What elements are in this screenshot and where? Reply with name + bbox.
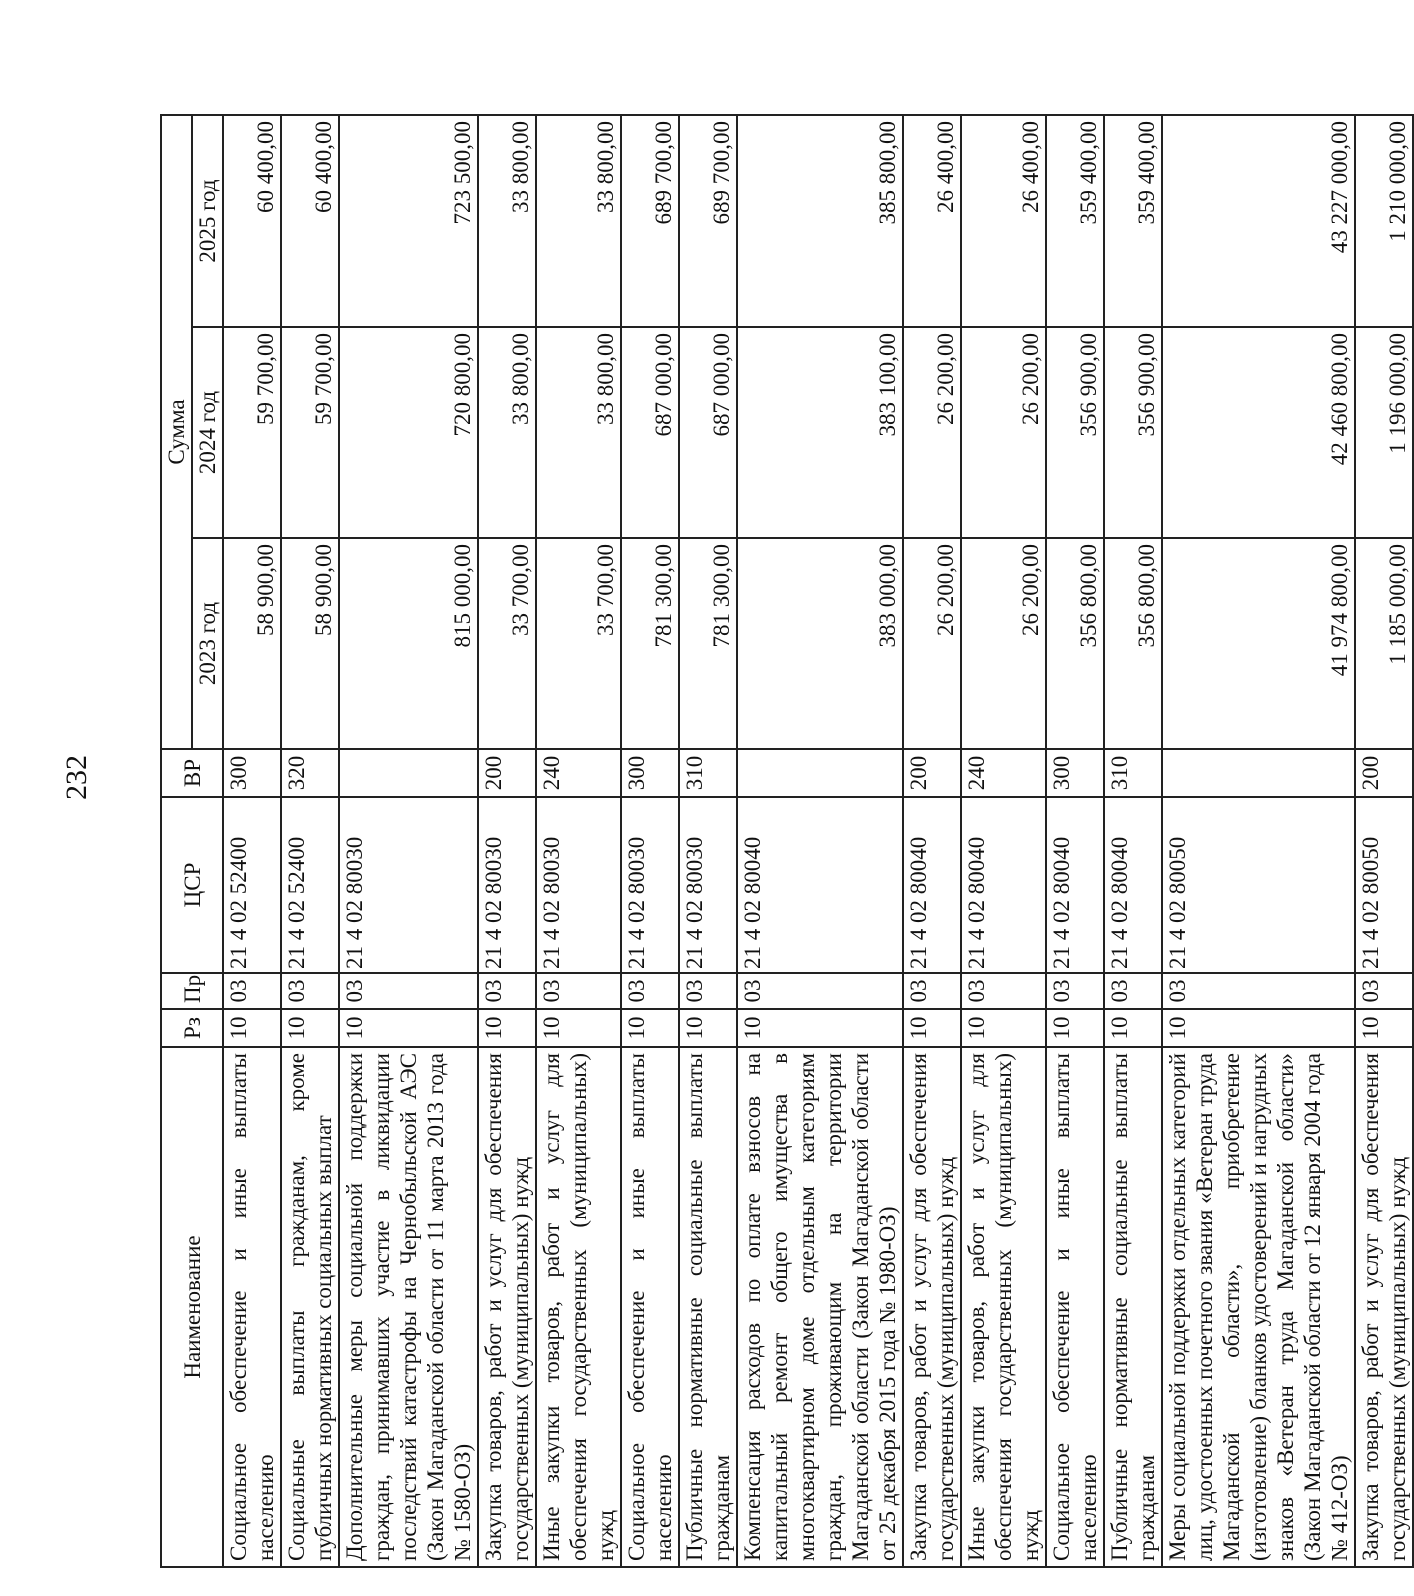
- cell-vr: 310: [679, 749, 737, 797]
- cell-vr: 200: [903, 749, 961, 797]
- table-row: [1162, 115, 1355, 1567]
- cell-y2023: 781 300,00: [679, 538, 737, 749]
- cell-y2024: 33 800,00: [478, 327, 536, 538]
- cell-y2024: 59 700,00: [281, 327, 339, 538]
- cell-pr: 03: [1046, 973, 1104, 1009]
- cell-y2023: 356 800,00: [1046, 538, 1104, 749]
- cell-csr: 21 4 02 80040: [903, 797, 961, 973]
- cell-y2025: 359 400,00: [1104, 115, 1162, 327]
- cell-y2023: 815 000,00: [339, 538, 478, 749]
- cell-csr: 21 4 02 52400: [223, 797, 281, 973]
- table-row: [1046, 115, 1104, 1567]
- cell-name: Социальное обеспечение и иные выплаты населению: [223, 1047, 281, 1567]
- header-2023: 2023 год: [192, 538, 223, 749]
- cell-y2024: 26 200,00: [961, 327, 1046, 538]
- cell-csr: 21 4 02 80030: [621, 797, 679, 973]
- header-name: Наименование: [161, 1047, 223, 1567]
- cell-name: Социальные выплаты гражданам, кроме публичных нормативных социальных выплат: [281, 1047, 339, 1567]
- cell-y2023: 781 300,00: [621, 538, 679, 749]
- cell-vr: 310: [1104, 749, 1162, 797]
- cell-vr: 300: [223, 749, 281, 797]
- cell-rz: 10: [339, 1009, 478, 1047]
- cell-y2024: 1 196 000,00: [1355, 327, 1413, 538]
- cell-pr: 03: [679, 973, 737, 1009]
- cell-rz: 10: [281, 1009, 339, 1047]
- cell-rz: 10: [1162, 1009, 1355, 1047]
- table-row: [536, 115, 621, 1567]
- cell-csr: 21 4 02 80040: [1046, 797, 1104, 973]
- cell-csr: 21 4 02 80040: [1104, 797, 1162, 973]
- cell-y2023: 26 200,00: [903, 538, 961, 749]
- cell-rz: 10: [961, 1009, 1046, 1047]
- cell-pr: 03: [339, 973, 478, 1009]
- table-row: [1355, 115, 1413, 1567]
- header-2025: 2025 год: [192, 115, 223, 327]
- table-row: [679, 115, 737, 1567]
- cell-y2025: 60 400,00: [223, 115, 281, 327]
- cell-y2025: 43 227 000,00: [1162, 115, 1355, 327]
- cell-name: Компенсация расходов по оплате взносов на капитальный ремонт общего имущества в многоквартирном доме отдельным категориям граждан, проживающим на территории Магаданской области (Закон Магаданской области от 25 декабря 2015 года № 1980-ОЗ): [737, 1047, 903, 1567]
- cell-y2025: 385 800,00: [737, 115, 903, 327]
- header-sum: Сумма: [161, 115, 192, 749]
- cell-pr: 03: [1355, 973, 1413, 1009]
- cell-y2024: 383 100,00: [737, 327, 903, 538]
- cell-vr: 300: [621, 749, 679, 797]
- header-2024: 2024 год: [192, 327, 223, 538]
- cell-pr: 03: [1104, 973, 1162, 1009]
- cell-rz: 10: [478, 1009, 536, 1047]
- cell-vr: 240: [961, 749, 1046, 797]
- table-row: [281, 115, 339, 1567]
- cell-y2024: 42 460 800,00: [1162, 327, 1355, 538]
- rotated-page-content: [160, 116, 1414, 1568]
- cell-y2023: 356 800,00: [1104, 538, 1162, 749]
- cell-y2023: 33 700,00: [536, 538, 621, 749]
- cell-y2025: 26 400,00: [903, 115, 961, 327]
- cell-csr: 21 4 02 80030: [679, 797, 737, 973]
- cell-y2024: 26 200,00: [903, 327, 961, 538]
- cell-y2023: 33 700,00: [478, 538, 536, 749]
- budget-table: [160, 114, 1414, 1568]
- cell-rz: 10: [1355, 1009, 1413, 1047]
- cell-csr: 21 4 02 80030: [339, 797, 478, 973]
- page-number: 232: [60, 755, 93, 800]
- cell-rz: 10: [679, 1009, 737, 1047]
- cell-name: Закупка товаров, работ и услуг для обеспечения государственных (муниципальных) нужд: [1355, 1047, 1413, 1567]
- cell-y2024: 356 900,00: [1104, 327, 1162, 538]
- cell-csr: 21 4 02 80050: [1355, 797, 1413, 973]
- cell-pr: 03: [961, 973, 1046, 1009]
- table-row: [478, 115, 536, 1567]
- header-csr: ЦСР: [161, 797, 223, 973]
- cell-y2025: 723 500,00: [339, 115, 478, 327]
- cell-y2023: 58 900,00: [281, 538, 339, 749]
- header-rz: Рз: [161, 1009, 223, 1047]
- cell-y2025: 689 700,00: [679, 115, 737, 327]
- cell-name: Публичные нормативные социальные выплаты гражданам: [1104, 1047, 1162, 1567]
- table-row: [737, 115, 903, 1567]
- cell-csr: 21 4 02 80040: [961, 797, 1046, 973]
- table-row: [223, 115, 281, 1567]
- cell-y2025: 689 700,00: [621, 115, 679, 327]
- cell-y2023: 1 185 000,00: [1355, 538, 1413, 749]
- cell-csr: 21 4 02 52400: [281, 797, 339, 973]
- cell-y2025: 33 800,00: [536, 115, 621, 327]
- cell-vr: [737, 749, 903, 797]
- cell-name: Закупка товаров, работ и услуг для обеспечения государственных (муниципальных) нужд: [903, 1047, 961, 1567]
- cell-rz: 10: [737, 1009, 903, 1047]
- cell-vr: [1162, 749, 1355, 797]
- cell-pr: 03: [478, 973, 536, 1009]
- cell-y2023: 41 974 800,00: [1162, 538, 1355, 749]
- cell-y2024: 33 800,00: [536, 327, 621, 538]
- cell-y2023: 26 200,00: [961, 538, 1046, 749]
- header-row: [161, 115, 192, 1567]
- cell-y2023: 58 900,00: [223, 538, 281, 749]
- cell-pr: 03: [1162, 973, 1355, 1009]
- cell-vr: 200: [478, 749, 536, 797]
- cell-vr: 320: [281, 749, 339, 797]
- cell-csr: 21 4 02 80040: [737, 797, 903, 973]
- cell-name: Социальное обеспечение и иные выплаты населению: [621, 1047, 679, 1567]
- cell-pr: 03: [621, 973, 679, 1009]
- cell-y2024: 59 700,00: [223, 327, 281, 538]
- cell-vr: [339, 749, 478, 797]
- cell-name: Закупка товаров, работ и услуг для обеспечения государственных (муниципальных) нужд: [478, 1047, 536, 1567]
- cell-name: Дополнительные меры социальной поддержки граждан, принимавших участие в ликвидации последствий катастрофы на Чернобыльской АЭС (Закон Магаданской области от 11 марта 2013 года № 1580-ОЗ): [339, 1047, 478, 1567]
- cell-y2025: 60 400,00: [281, 115, 339, 327]
- cell-y2025: 359 400,00: [1046, 115, 1104, 327]
- cell-rz: 10: [536, 1009, 621, 1047]
- header-vr: ВР: [161, 749, 223, 797]
- table-row: [961, 115, 1046, 1567]
- cell-y2025: 1 210 000,00: [1355, 115, 1413, 327]
- cell-name: Иные закупки товаров, работ и услуг для обеспечения государственных (муниципальных) нужд: [536, 1047, 621, 1567]
- cell-rz: 10: [223, 1009, 281, 1047]
- cell-vr: 240: [536, 749, 621, 797]
- cell-vr: 200: [1355, 749, 1413, 797]
- table-row: [339, 115, 478, 1567]
- cell-name: Публичные нормативные социальные выплаты гражданам: [679, 1047, 737, 1567]
- table-row: [621, 115, 679, 1567]
- cell-name: Меры социальной поддержки отдельных категорий лиц, удостоенных почетного звания «Ветеран труда Магаданской области», приобретение (изготовление) бланков удостоверений и нагрудных знаков «Ветеран труда Магаданской области» (Закон Магаданской области от 12 января 2004 года № 412-ОЗ): [1162, 1047, 1355, 1567]
- cell-pr: 03: [281, 973, 339, 1009]
- cell-rz: 10: [621, 1009, 679, 1047]
- table-body: [223, 115, 1413, 1567]
- cell-rz: 10: [1046, 1009, 1104, 1047]
- cell-y2023: 383 000,00: [737, 538, 903, 749]
- cell-csr: 21 4 02 80050: [1162, 797, 1355, 973]
- cell-csr: 21 4 02 80030: [478, 797, 536, 973]
- cell-y2024: 687 000,00: [621, 327, 679, 538]
- cell-y2024: 356 900,00: [1046, 327, 1104, 538]
- cell-pr: 03: [536, 973, 621, 1009]
- header-pr: Пр: [161, 973, 223, 1009]
- cell-rz: 10: [1104, 1009, 1162, 1047]
- cell-vr: 300: [1046, 749, 1104, 797]
- cell-name: Социальное обеспечение и иные выплаты населению: [1046, 1047, 1104, 1567]
- cell-y2025: 33 800,00: [478, 115, 536, 327]
- cell-rz: 10: [903, 1009, 961, 1047]
- cell-y2024: 720 800,00: [339, 327, 478, 538]
- cell-csr: 21 4 02 80030: [536, 797, 621, 973]
- table-row: [1104, 115, 1162, 1567]
- cell-pr: 03: [903, 973, 961, 1009]
- cell-y2024: 687 000,00: [679, 327, 737, 538]
- cell-name: Иные закупки товаров, работ и услуг для обеспечения государственных (муниципальных) нужд: [961, 1047, 1046, 1567]
- cell-pr: 03: [223, 973, 281, 1009]
- table-row: [903, 115, 961, 1567]
- cell-y2025: 26 400,00: [961, 115, 1046, 327]
- cell-pr: 03: [737, 973, 903, 1009]
